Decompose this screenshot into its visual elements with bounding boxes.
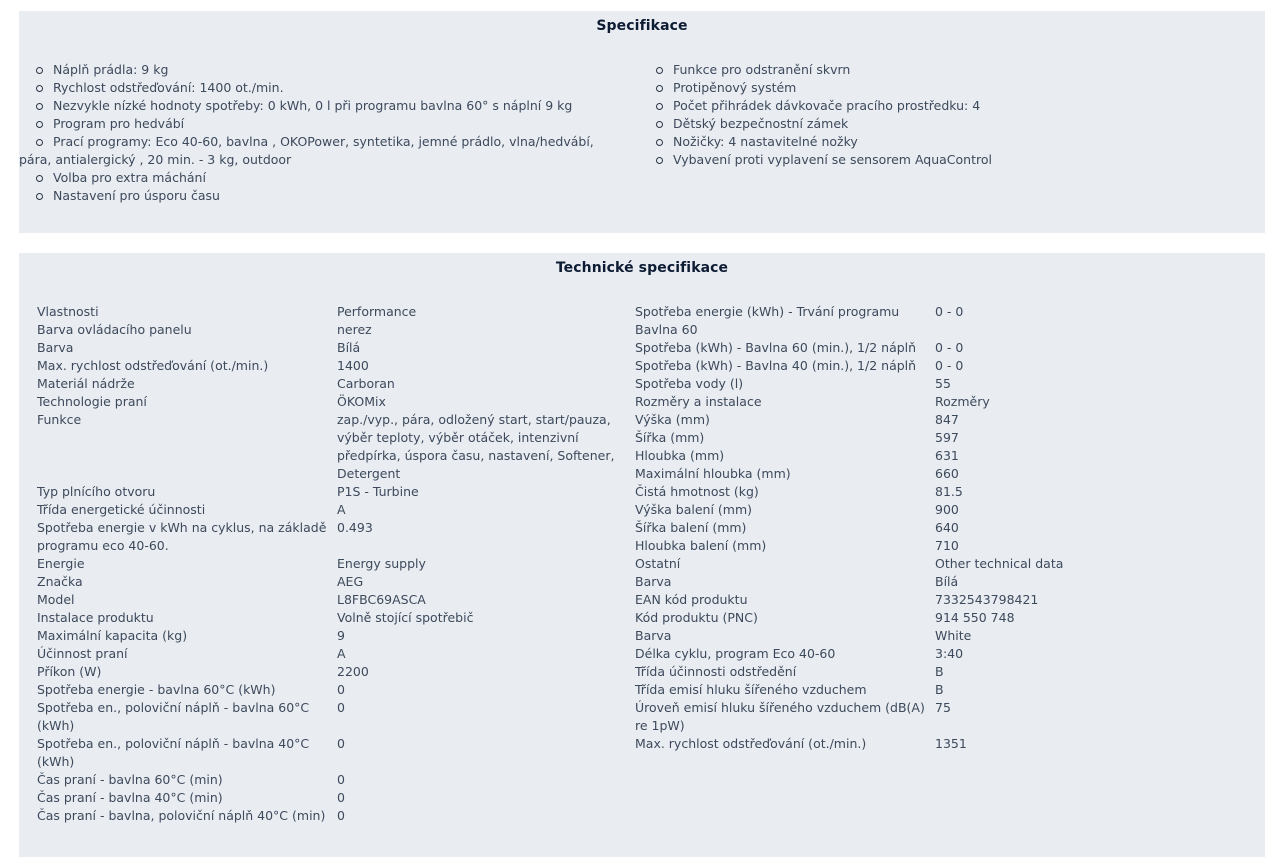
spec-value: 55 xyxy=(935,376,951,391)
bullet-text: Volba pro extra máchání xyxy=(53,170,206,185)
spec-value: 631 xyxy=(935,448,959,463)
spec-value: Energy supply xyxy=(337,556,426,571)
spec-row xyxy=(635,591,1255,609)
spec-value: Volně stojící spotřebič xyxy=(337,610,474,625)
spec-row xyxy=(635,483,1255,501)
spec-value: 710 xyxy=(935,538,959,553)
spec-value: 660 xyxy=(935,466,959,481)
spec-row xyxy=(37,519,637,555)
spec-row xyxy=(635,411,1255,429)
spec-row xyxy=(635,627,1255,645)
bullet-text: Nastavení pro úsporu času xyxy=(53,188,220,203)
spec-row xyxy=(635,429,1255,447)
spec-label: Technologie praní xyxy=(37,394,147,409)
spec-value: 914 550 748 xyxy=(935,610,1015,625)
spec-value: 0.493 xyxy=(337,520,373,535)
spec-value: 2200 xyxy=(337,664,369,679)
spec-label: Barva xyxy=(635,628,672,643)
spec-row xyxy=(37,627,637,645)
spec-label: Spotřeba en., poloviční náplň - bavlna 40°C (kWh) xyxy=(37,736,310,769)
spec-row xyxy=(37,501,637,519)
spec-row xyxy=(635,465,1255,483)
spec-label: Max. rychlost odstřeďování (ot./min.) xyxy=(635,736,867,751)
bullet-text: Program pro hedvábí xyxy=(53,116,185,131)
spec-row xyxy=(37,483,637,501)
spec-label: Energie xyxy=(37,556,85,571)
spec-value: L8FBC69ASCA xyxy=(337,592,426,607)
spec-label: Barva ovládacího panelu xyxy=(37,322,192,337)
bullet-text: Vybavení proti vyplavení se sensorem AquaControl xyxy=(673,152,992,167)
circle-bullet-icon xyxy=(36,139,43,146)
spec-label: Značka xyxy=(37,574,83,589)
spec-label: Spotřeba energie - bavlna 60°C (kWh) xyxy=(37,682,276,697)
circle-bullet-icon xyxy=(656,103,663,110)
spec-value: 1400 xyxy=(337,358,369,373)
spec-row xyxy=(635,573,1255,591)
spec-value: 0 - 0 xyxy=(935,340,964,355)
spec-value: AEG xyxy=(337,574,364,589)
bullet-text: Prací programy: Eco 40-60, bavlna , OKOPower, syntetika, jemné prádlo, vlna/hedvábí, pára, antialergický , 20 min. - 3 kg, outdoor xyxy=(19,134,594,167)
spec-label: Spotřeba energie (kWh) - Trvání programu Bavlna 60 xyxy=(635,304,900,337)
specifikace-title: Specifikace xyxy=(596,18,688,34)
spec-row xyxy=(37,555,637,573)
bullet-text: Rychlost odstřeďování: 1400 ot./min. xyxy=(53,80,284,95)
spec-value: 75 xyxy=(935,700,951,715)
spec-value: Performance xyxy=(337,304,417,319)
spec-row xyxy=(37,663,637,681)
circle-bullet-icon xyxy=(36,85,43,92)
spec-row xyxy=(635,645,1255,663)
spec-row xyxy=(635,609,1255,627)
spec-label: Hloubka balení (mm) xyxy=(635,538,767,553)
spec-label: Hloubka (mm) xyxy=(635,448,725,463)
specifikace-list-right xyxy=(639,61,1239,169)
spec-label: Spotřeba energie v kWh na cyklus, na základě programu eco 40-60. xyxy=(37,520,327,553)
spec-label: Instalace produktu xyxy=(37,610,154,625)
spec-label: Rozměry a instalace xyxy=(635,394,762,409)
specifikace-panel xyxy=(19,11,1265,233)
spec-value: 1351 xyxy=(935,736,967,751)
bullet-text: Protipěnový systém xyxy=(673,80,797,95)
bullet-item xyxy=(639,79,1239,97)
spec-row xyxy=(635,339,1255,357)
spec-label: Účinnost praní xyxy=(37,646,128,661)
spec-row xyxy=(635,681,1255,699)
bullet-item xyxy=(19,133,601,169)
spec-value: 0 xyxy=(337,772,345,787)
spec-label: Čas praní - bavlna, poloviční náplň 40°C (min) xyxy=(37,808,326,823)
spec-row xyxy=(635,375,1255,393)
spec-row xyxy=(37,699,637,735)
circle-bullet-icon xyxy=(36,67,43,74)
spec-value: 900 xyxy=(935,502,959,517)
spec-label: Úroveň emisí hluku šířeného vzduchem (dB(A) re 1pW) xyxy=(635,700,925,733)
spec-value: zap./vyp., pára, odložený start, start/pauza, výběr teploty, výběr otáček, intenzivní předpírka, úspora času, nastavení, Softener, Detergent xyxy=(337,412,615,481)
spec-value: 597 xyxy=(935,430,959,445)
circle-bullet-icon xyxy=(656,157,663,164)
spec-row xyxy=(37,681,637,699)
spec-row xyxy=(37,393,637,411)
bullet-text: Dětský bezpečnostní zámek xyxy=(673,116,849,131)
spec-row xyxy=(635,663,1255,681)
bullet-text: Funkce pro odstranění skvrn xyxy=(673,62,851,77)
bullet-item xyxy=(639,151,1239,169)
spec-table-right xyxy=(635,303,1255,753)
spec-value: P1S - Turbine xyxy=(337,484,419,499)
spec-value: Bílá xyxy=(935,574,959,589)
spec-label: Délka cyklu, program Eco 40-60 xyxy=(635,646,836,661)
spec-label: Ostatní xyxy=(635,556,681,571)
spec-row xyxy=(37,771,637,789)
spec-label: Třída energetické účinnosti xyxy=(37,502,206,517)
spec-value: 847 xyxy=(935,412,959,427)
spec-row xyxy=(37,357,637,375)
spec-row xyxy=(37,411,637,483)
spec-row xyxy=(37,807,637,825)
spec-value: B xyxy=(935,682,944,697)
spec-row xyxy=(635,519,1255,537)
spec-label: Výška (mm) xyxy=(635,412,710,427)
bullet-item xyxy=(639,133,1239,151)
spec-table-left xyxy=(37,303,637,825)
circle-bullet-icon xyxy=(656,67,663,74)
technicke-specifikace-title: Technické specifikace xyxy=(555,260,729,276)
spec-value: 0 xyxy=(337,700,345,715)
spec-label: Šířka (mm) xyxy=(635,430,705,445)
spec-row xyxy=(37,573,637,591)
spec-row xyxy=(37,303,637,321)
circle-bullet-icon xyxy=(36,193,43,200)
spec-label: Výška balení (mm) xyxy=(635,502,753,517)
spec-row xyxy=(635,393,1255,411)
spec-row xyxy=(37,609,637,627)
spec-row xyxy=(635,447,1255,465)
spec-label: Šířka balení (mm) xyxy=(635,520,747,535)
spec-label: Maximální hloubka (mm) xyxy=(635,466,791,481)
spec-value: Bílá xyxy=(337,340,361,355)
bullet-item xyxy=(19,169,601,187)
circle-bullet-icon xyxy=(36,121,43,128)
spec-label: Spotřeba (kWh) - Bavlna 40 (min.), 1/2 náplň xyxy=(635,358,917,373)
spec-label: Model xyxy=(37,592,75,607)
spec-value: Carboran xyxy=(337,376,395,391)
spec-value: ÖKOMix xyxy=(337,394,386,409)
spec-row xyxy=(37,645,637,663)
spec-label: Barva xyxy=(37,340,74,355)
spec-label: Kód produktu (PNC) xyxy=(635,610,758,625)
spec-value: 9 xyxy=(337,628,345,643)
spec-value: 0 - 0 xyxy=(935,358,964,373)
spec-label: Spotřeba en., poloviční náplň - bavlna 60°C (kWh) xyxy=(37,700,310,733)
spec-value: 3:40 xyxy=(935,646,964,661)
spec-label: Max. rychlost odstřeďování (ot./min.) xyxy=(37,358,269,373)
spec-value: B xyxy=(935,664,944,679)
spec-label: Čas praní - bavlna 60°C (min) xyxy=(37,772,223,787)
circle-bullet-icon xyxy=(36,103,43,110)
spec-row xyxy=(37,591,637,609)
circle-bullet-icon xyxy=(656,139,663,146)
specifikace-list-left xyxy=(19,61,601,205)
spec-value: 0 xyxy=(337,790,345,805)
bullet-item xyxy=(639,61,1239,79)
spec-value: 0 xyxy=(337,808,345,823)
circle-bullet-icon xyxy=(36,175,43,182)
circle-bullet-icon xyxy=(656,85,663,92)
spec-row xyxy=(37,339,637,357)
bullet-item xyxy=(19,97,601,115)
spec-row xyxy=(635,537,1255,555)
spec-label: Třída účinnosti odstředění xyxy=(635,664,797,679)
spec-value: 0 xyxy=(337,736,345,751)
bullet-item xyxy=(19,115,601,133)
spec-label: EAN kód produktu xyxy=(635,592,748,607)
circle-bullet-icon xyxy=(656,121,663,128)
bullet-item xyxy=(19,187,601,205)
spec-label: Čas praní - bavlna 40°C (min) xyxy=(37,790,223,805)
bullet-text: Náplň prádla: 9 kg xyxy=(53,62,169,77)
technicke-specifikace-panel xyxy=(19,253,1265,857)
bullet-text: Počet přihrádek dávkovače pracího prostředku: 4 xyxy=(673,98,981,113)
spec-value: 0 - 0 xyxy=(935,304,964,319)
bullet-text: Nožičky: 4 nastavitelné nožky xyxy=(673,134,858,149)
spec-label: Třída emisí hluku šířeného vzduchem xyxy=(635,682,867,697)
spec-value: 7332543798421 xyxy=(935,592,1039,607)
spec-row xyxy=(37,375,637,393)
spec-row xyxy=(37,735,637,771)
spec-value: 0 xyxy=(337,682,345,697)
spec-row xyxy=(635,357,1255,375)
spec-value: 81.5 xyxy=(935,484,963,499)
spec-row xyxy=(635,501,1255,519)
bullet-text: Nezvykle nízké hodnoty spotřeby: 0 kWh, 0 l při programu bavlna 60° s náplní 9 kg xyxy=(53,98,573,113)
spec-value: A xyxy=(337,646,346,661)
spec-label: Spotřeba (kWh) - Bavlna 60 (min.), 1/2 náplň xyxy=(635,340,917,355)
spec-label: Typ plnícího otvoru xyxy=(37,484,156,499)
spec-value: nerez xyxy=(337,322,372,337)
spec-row xyxy=(635,555,1255,573)
spec-value: Rozměry xyxy=(935,394,990,409)
spec-row xyxy=(635,735,1255,753)
spec-value: White xyxy=(935,628,972,643)
spec-label: Spotřeba vody (l) xyxy=(635,376,744,391)
spec-row xyxy=(37,321,637,339)
spec-label: Maximální kapacita (kg) xyxy=(37,628,188,643)
spec-row xyxy=(635,303,1255,339)
spec-label: Vlastnosti xyxy=(37,304,99,319)
spec-label: Funkce xyxy=(37,412,82,427)
spec-label: Čistá hmotnost (kg) xyxy=(635,484,759,499)
spec-label: Barva xyxy=(635,574,672,589)
spec-label: Materiál nádrže xyxy=(37,376,135,391)
spec-label: Příkon (W) xyxy=(37,664,102,679)
spec-value: Other technical data xyxy=(935,556,1064,571)
bullet-item xyxy=(19,79,601,97)
spec-row xyxy=(37,789,637,807)
spec-value: A xyxy=(337,502,346,517)
bullet-item xyxy=(19,61,601,79)
bullet-item xyxy=(639,115,1239,133)
spec-value: 640 xyxy=(935,520,959,535)
spec-row xyxy=(635,699,1255,735)
bullet-item xyxy=(639,97,1239,115)
